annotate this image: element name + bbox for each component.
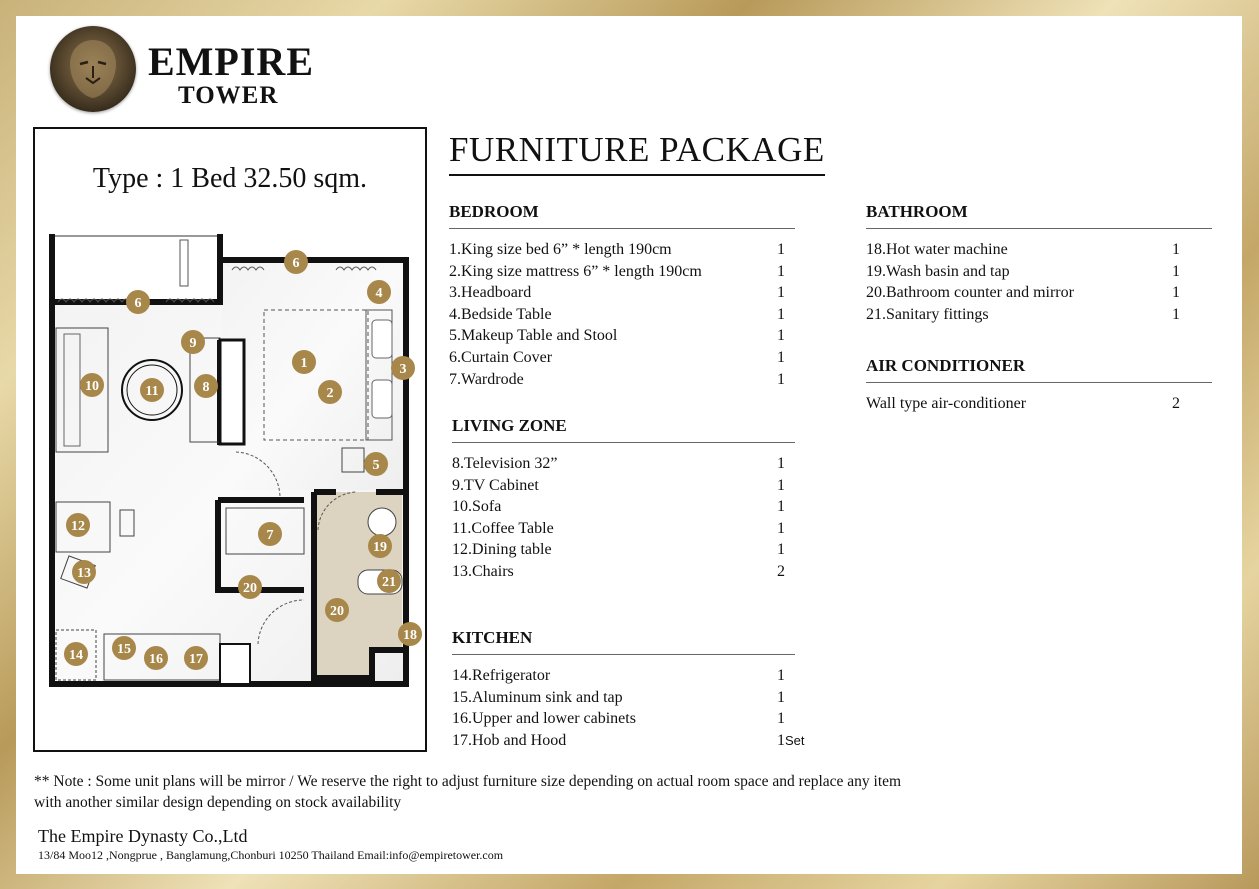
item-name: 20.Bathroom counter and mirror xyxy=(866,284,1074,302)
marker-19 xyxy=(368,534,392,558)
svg-text:8: 8 xyxy=(202,380,210,395)
item-quantity: 1 xyxy=(777,710,785,728)
item-name: 11.Coffee Table xyxy=(452,519,554,537)
marker-12 xyxy=(66,513,90,537)
bedroom-item xyxy=(449,369,795,391)
unit-type-label: Type : 1 Bed 32.50 sqm. xyxy=(92,163,368,194)
item-quantity: 1 xyxy=(777,667,785,684)
item-quantity: 1 xyxy=(777,284,785,302)
svg-text:21: 21 xyxy=(382,575,396,590)
svg-text:13: 13 xyxy=(77,566,91,581)
marker-21 xyxy=(377,569,401,593)
svg-text:5: 5 xyxy=(372,458,380,473)
item-quantity: 1 xyxy=(777,370,785,388)
marker-2 xyxy=(318,380,342,404)
marker-20 xyxy=(325,598,349,622)
bedroom-item xyxy=(449,304,795,326)
item-name: 6.Curtain Cover xyxy=(449,348,553,366)
item-unit: Set xyxy=(785,732,805,748)
svg-text:9: 9 xyxy=(189,336,197,351)
marker-6 xyxy=(126,290,150,314)
item-name: 4.Bedside Table xyxy=(449,305,552,323)
item-name: 18.Hot water machine xyxy=(866,241,1008,258)
svg-text:20: 20 xyxy=(330,604,344,619)
note xyxy=(34,771,1034,813)
brand-subtitle: TOWER xyxy=(178,82,279,109)
kitchen-item xyxy=(452,708,795,730)
svg-text:7: 7 xyxy=(266,528,274,543)
marker-5 xyxy=(364,452,388,476)
item-quantity: 1 xyxy=(777,262,785,280)
item-name: 15.Aluminum sink and tap xyxy=(452,688,623,706)
aircon-section xyxy=(866,356,1212,415)
item-name: 10.Sofa xyxy=(452,498,502,516)
item-quantity: 1 xyxy=(777,519,785,537)
marker-8 xyxy=(194,374,218,398)
svg-text:17: 17 xyxy=(189,652,203,667)
svg-text:15: 15 xyxy=(117,642,131,657)
svg-text:12: 12 xyxy=(71,519,85,534)
svg-text:10: 10 xyxy=(85,379,99,394)
svg-text:1: 1 xyxy=(300,356,308,371)
kitchen-section xyxy=(452,628,805,751)
aircon-item xyxy=(866,393,1212,415)
company-address: 13/84 Moo12 ,Nongprue , Banglamung,Chonburi 10250 Thailand Email:info@empiretower.com xyxy=(38,848,504,862)
marker-18 xyxy=(398,622,422,646)
marker-6 xyxy=(284,250,308,274)
bedroom-section xyxy=(449,202,795,390)
svg-text:2: 2 xyxy=(326,386,334,401)
item-quantity: 1 xyxy=(777,241,785,258)
svg-text:11: 11 xyxy=(145,384,159,399)
svg-text:6: 6 xyxy=(134,296,142,311)
item-quantity: 1 xyxy=(777,455,785,472)
item-quantity: 1 xyxy=(777,327,785,345)
item-quantity: 2 xyxy=(777,562,785,580)
svg-text:14: 14 xyxy=(69,648,83,663)
item-quantity: 1Set xyxy=(777,731,805,749)
bathroom-heading: BATHROOM xyxy=(866,202,1212,229)
item-name: Wall type air-conditioner xyxy=(866,395,1027,412)
item-quantity: 1 xyxy=(777,688,785,706)
living-item xyxy=(452,518,795,540)
marker-11 xyxy=(140,378,164,402)
bathroom-item xyxy=(866,282,1212,304)
kitchen-item xyxy=(452,687,795,709)
item-quantity: 1 xyxy=(777,348,785,366)
item-name: 1.King size bed 6” * length 190cm xyxy=(449,241,672,258)
marker-4 xyxy=(367,280,391,304)
living-item xyxy=(452,475,795,497)
note-line-2: with another similar design depending on stock availability xyxy=(34,794,402,811)
living-item xyxy=(452,453,795,475)
aircon-heading: AIR CONDITIONER xyxy=(866,356,1212,383)
bathroom-item xyxy=(866,304,1212,326)
bedroom-heading: BEDROOM xyxy=(449,202,795,229)
item-quantity: 1 xyxy=(1172,262,1180,280)
item-name: 7.Wardrode xyxy=(449,370,524,388)
item-name: 13.Chairs xyxy=(452,562,514,580)
bedroom-item xyxy=(449,347,795,369)
item-name: 19.Wash basin and tap xyxy=(866,262,1010,280)
item-name: 16.Upper and lower cabinets xyxy=(452,710,636,728)
item-quantity: 1 xyxy=(777,498,785,516)
marker-1 xyxy=(292,350,316,374)
item-quantity: 1 xyxy=(1172,284,1180,302)
svg-text:16: 16 xyxy=(149,652,163,667)
floor-plan xyxy=(46,230,426,690)
living-heading: LIVING ZONE xyxy=(452,416,795,443)
marker-15 xyxy=(112,636,136,660)
item-name: 3.Headboard xyxy=(449,284,532,302)
marker-10 xyxy=(80,373,104,397)
item-name: 2.King size mattress 6” * length 190cm xyxy=(449,262,702,280)
bedroom-item xyxy=(449,282,795,304)
svg-text:4: 4 xyxy=(375,286,383,301)
wash-basin xyxy=(368,508,396,536)
svg-text:6: 6 xyxy=(292,256,300,271)
marker-9 xyxy=(181,330,205,354)
item-name: 8.Television 32” xyxy=(452,455,558,472)
company-name: The Empire Dynasty Co.,Ltd xyxy=(38,826,248,846)
item-quantity: 1 xyxy=(1172,241,1180,258)
svg-text:3: 3 xyxy=(399,362,407,377)
marker-20 xyxy=(238,575,262,599)
marker-17 xyxy=(184,646,208,670)
marker-16 xyxy=(144,646,168,670)
marker-13 xyxy=(72,560,96,584)
bathroom-section xyxy=(866,202,1212,325)
marker-7 xyxy=(258,522,282,546)
living-item xyxy=(452,496,795,518)
item-name: 9.TV Cabinet xyxy=(452,476,539,494)
living-section xyxy=(452,416,795,583)
marker-3 xyxy=(391,356,415,380)
item-quantity: 1 xyxy=(1172,305,1180,323)
item-name: 17.Hob and Hood xyxy=(452,731,567,749)
svg-text:18: 18 xyxy=(403,628,417,643)
item-name: 5.Makeup Table and Stool xyxy=(449,327,618,345)
kitchen-item xyxy=(452,665,795,687)
marker-14 xyxy=(64,642,88,666)
living-item xyxy=(452,561,795,583)
item-name: 14.Refrigerator xyxy=(452,667,551,684)
kitchen-item xyxy=(452,730,805,752)
note-line-1: ** Note : Some unit plans will be mirror / We reserve the right to adjust furniture size depending on actual room space and replace any item xyxy=(34,773,902,790)
item-name: 12.Dining table xyxy=(452,541,552,559)
living-item xyxy=(452,539,795,561)
bathroom-item xyxy=(866,239,1212,261)
item-quantity: 1 xyxy=(777,305,785,323)
item-quantity: 2 xyxy=(1172,395,1180,412)
svg-text:20: 20 xyxy=(243,581,257,596)
bathroom-item xyxy=(866,261,1212,283)
kitchen-heading: KITCHEN xyxy=(452,628,795,655)
item-quantity: 1 xyxy=(777,476,785,494)
lion-head-icon xyxy=(50,26,136,112)
bedroom-item xyxy=(449,325,795,347)
brand-name: EMPIRE xyxy=(148,39,314,84)
item-name: 21.Sanitary fittings xyxy=(866,305,989,323)
package-title: FURNITURE PACKAGE xyxy=(449,130,825,176)
bedroom-item xyxy=(449,261,795,283)
item-quantity: 1 xyxy=(777,541,785,559)
bedroom-item xyxy=(449,239,795,261)
svg-text:19: 19 xyxy=(373,540,387,555)
